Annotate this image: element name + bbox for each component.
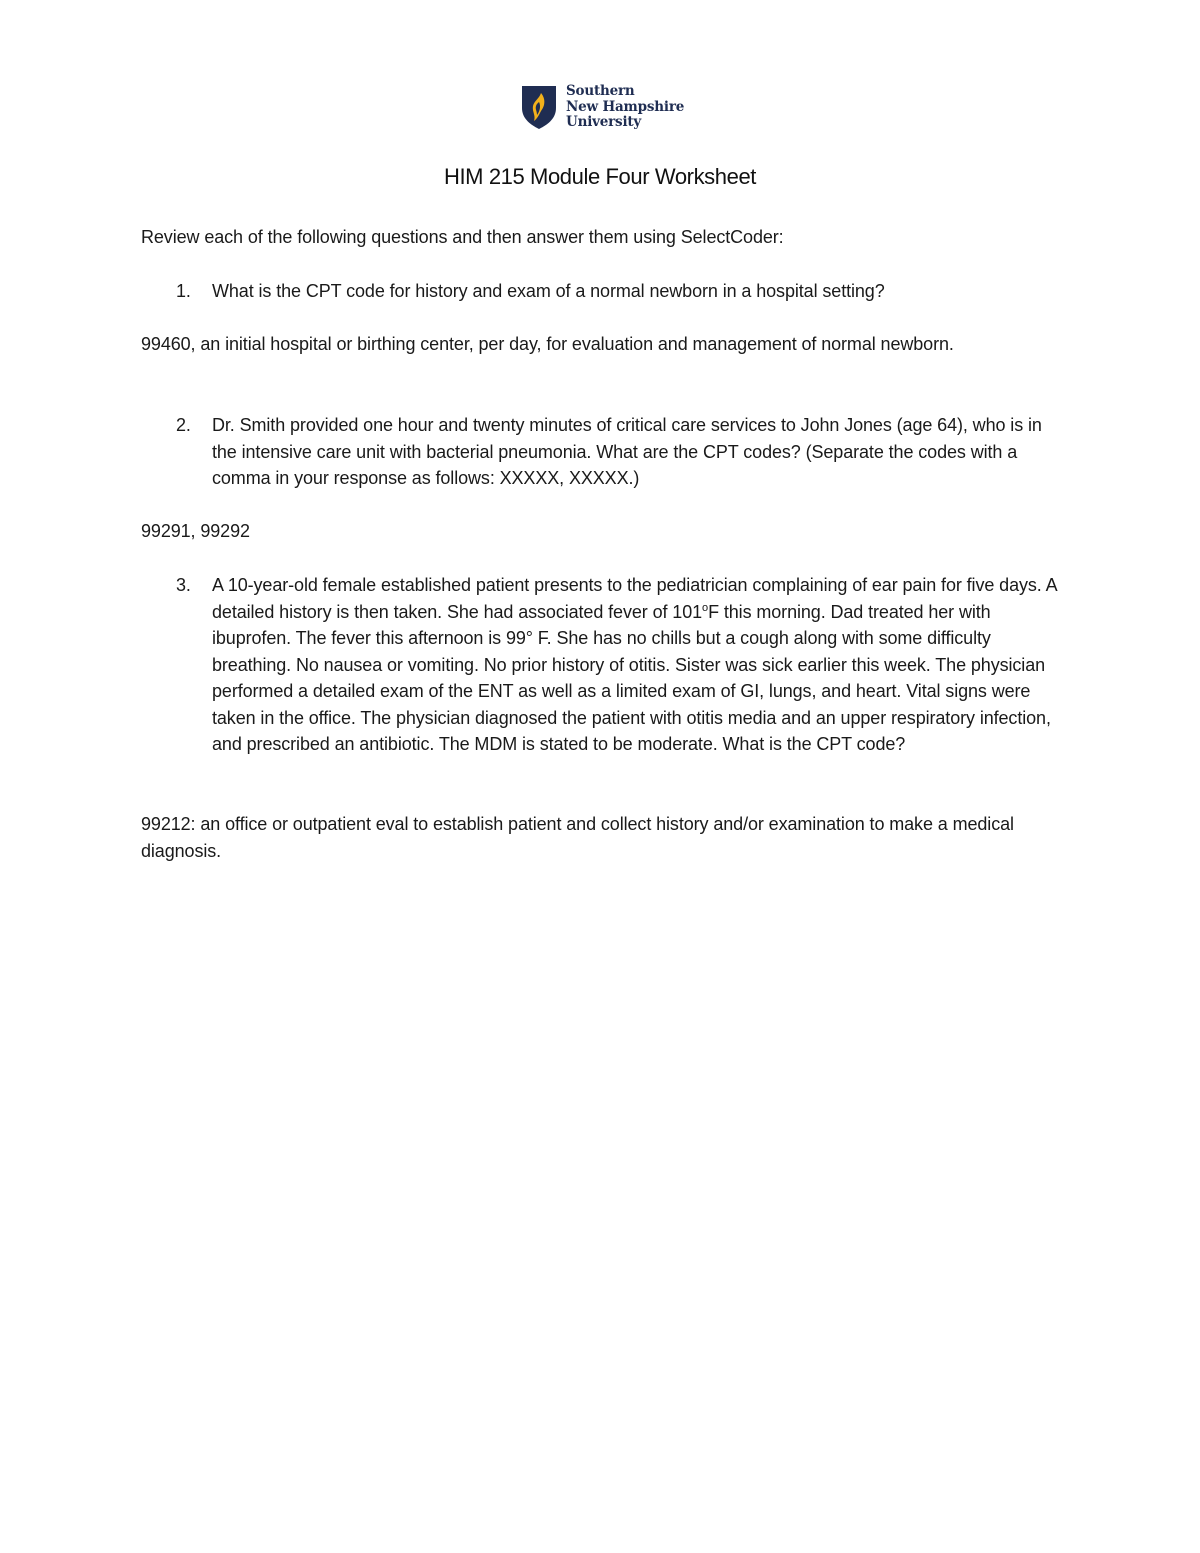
answer-2: 99291, 99292 — [141, 521, 250, 541]
question-number: 1. — [176, 281, 191, 301]
logo-line-2: New Hampshire — [566, 98, 685, 115]
question-text-part-1: A 10-year-old female established patient presents to the pediatrician complaining of ear pain for five days. A detailed history is then taken. She had associated fever of 101 — [212, 575, 1057, 622]
question-text: Dr. Smith provided one hour and twenty minutes of critical care services to John Jones (age 64), who is in the intensive care unit with bacterial pneumonia. What are the CPT codes? (Separate the codes with a comma in your response as follows: XXXXX, XXXXX.) — [212, 415, 1042, 488]
question-2 — [176, 412, 1066, 492]
document-title: HIM 215 Module Four Worksheet — [443, 164, 757, 189]
question-text: What is the CPT code for history and exam of a normal newborn in a hospital setting? — [212, 281, 885, 301]
question-number: 2. — [176, 415, 191, 435]
logo-line-1: Southern — [566, 83, 635, 99]
degree-mark: o — [702, 601, 709, 614]
question-number: 3. — [176, 575, 191, 595]
question-3 — [176, 572, 1066, 758]
question-text — [212, 572, 1066, 758]
shield-flame-icon — [520, 84, 558, 130]
question-1 — [176, 278, 1066, 305]
snhu-logo — [520, 84, 690, 132]
logo-wordmark — [566, 84, 684, 131]
answer-1: 99460, an initial hospital or birthing center, per day, for evaluation and management of normal newborn. — [141, 334, 954, 354]
answer-3: 99212: an office or outpatient eval to establish patient and collect history and/or examination to make a medical diagnosis. — [141, 814, 1014, 861]
instructions: Review each of the following questions and then answer them using SelectCoder: — [141, 227, 784, 247]
logo-line-3: University — [566, 114, 642, 130]
question-text-part-2: F this morning. Dad treated her with ibuprofen. The fever this afternoon is 99° F. She has no chills but a cough along with some difficulty breathing. No nausea or vomiting. No prior history of otitis. Sister was sick earlier this week. The physician performed a detailed exam of the ENT as well as a limited exam of GI, lungs, and heart. Vital signs were taken in the office. The physician diagnosed the patient with otitis media and an upper respiratory infection, and prescribed an antibiotic. The MDM is stated to be moderate. What is the CPT code? — [212, 601, 1051, 754]
